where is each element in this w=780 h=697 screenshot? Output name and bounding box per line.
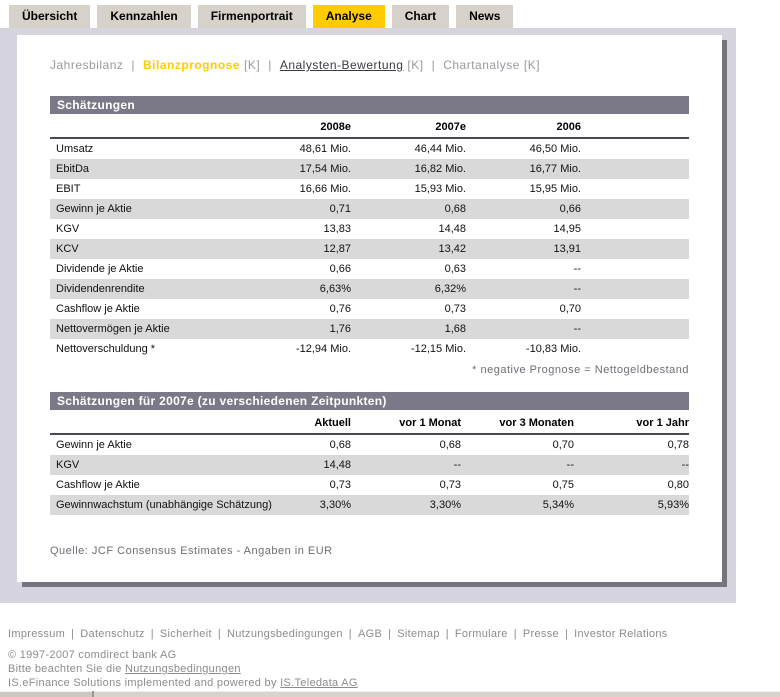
table2-body [50,435,689,515]
row-trailing-spacer [581,279,689,299]
row-trailing-spacer [581,339,689,359]
row-value: 16,66 Mio. [299,183,351,195]
row-value: 0,66 [329,263,351,275]
subnav-item-suffix: [K] [244,58,261,72]
table-row-dividende-je-aktie [50,259,689,279]
table1-header-row [50,114,689,139]
column-header-vor-1-monat: vor 1 Monat [399,417,461,429]
row-trailing-spacer [581,139,689,159]
footer-link-sicherheit[interactable]: Sicherheit [159,628,212,640]
row-label: Umsatz [56,143,94,155]
table-row-umsatz [50,139,689,159]
row-label: KCV [56,243,79,255]
row-trailing-spacer [581,219,689,239]
row-value: 15,95 Mio. [529,183,581,195]
row-value: 0,80 [667,479,689,491]
row-value: 6,63% [319,283,351,295]
footer-link-impressum[interactable]: Impressum [8,628,66,640]
notice-text: Bitte beachten Sie die [8,663,125,675]
row-value: 1,68 [444,323,466,335]
tab-analyse[interactable]: Analyse [313,5,385,28]
footer-link-nutzungsbedingungen[interactable]: Nutzungsbedingungen [227,628,343,640]
footer-link-separator: | [348,628,352,640]
subnav-item-suffix: [K] [523,58,541,72]
main-tabbar [9,5,513,28]
column-header-spacer [50,429,291,433]
row-value: 13,83 [323,223,351,235]
powered-text: IS.eFinance Solutions implemented and powered by [8,677,281,689]
row-value: -12,15 Mio. [410,343,466,355]
row-label: Nettoverschuldung * [56,343,156,355]
table-row-cashflow-je-aktie [50,299,689,319]
row-trailing-spacer [581,259,689,279]
notice-line [8,663,772,675]
column-header-2006: 2006 [556,121,581,133]
row-value: -- [573,283,581,295]
row-value: 0,68 [329,439,351,451]
footer-link-separator: | [150,628,154,640]
table1-title-bar [50,96,689,114]
bottom-bar [0,691,780,697]
row-trailing-spacer [581,319,689,339]
row-trailing-spacer [581,299,689,319]
copyright-text: © 1997-2007 comdirect bank AG [8,649,177,661]
subnav-item-label: Bilanzprognose [143,58,241,72]
subnav-item-label: Jahresbilanz [50,58,124,72]
row-value: -- [573,263,581,275]
table-row-gewinnwachstum-unabh-ngige-sch-tzung [50,495,689,515]
powered-line [8,677,772,689]
column-header-2007e: 2007e [435,121,466,133]
table2-header-row [50,410,689,435]
footer-link-datenschutz[interactable]: Datenschutz [80,628,145,640]
row-trailing-spacer [581,239,689,259]
column-header-spacer [50,133,291,137]
row-value: 0,70 [559,303,581,315]
row-value: 0,76 [329,303,351,315]
footer-link-agb[interactable]: AGB [357,628,383,640]
row-value: -- [566,459,574,471]
subnav-item-chartanalyse[interactable] [443,58,540,72]
row-value: 0,70 [552,439,574,451]
row-value: 0,73 [444,303,466,315]
column-header-aktuell: Aktuell [314,417,351,429]
table-row-kgv [50,455,689,475]
row-value: 12,87 [323,243,351,255]
row-value: 17,54 Mio. [299,163,351,175]
teledata-link[interactable]: IS.Teledata AG [280,677,358,689]
footer-links [8,628,772,640]
analysis-subnav [50,58,689,72]
subnav-item-bilanzprognose[interactable] [143,58,260,72]
row-value: 0,68 [439,439,461,451]
table-row-nettoverschuldung [50,339,689,359]
table1-title: Schätzungen [57,98,135,112]
footer-link-investor-relations[interactable]: Investor Relations [574,628,668,640]
subnav-separator: | [431,58,436,72]
row-label: Cashflow je Aktie [56,479,140,491]
row-value: -- [453,459,461,471]
footer-link-formulare[interactable]: Formulare [454,628,508,640]
row-label: Dividende je Aktie [56,263,144,275]
row-value: 14,95 [553,223,581,235]
footer-link-separator: | [388,628,392,640]
row-value: 0,73 [329,479,351,491]
row-value: 48,61 Mio. [299,143,351,155]
table2-title: Schätzungen für 2007e (zu verschiedenen Zeitpunkten) [57,394,387,408]
footer-link-sitemap[interactable]: Sitemap [397,628,440,640]
row-label: Dividendenrendite [56,283,145,295]
row-value: 1,76 [329,323,351,335]
column-header-2008e: 2008e [320,121,351,133]
table-row-kcv [50,239,689,259]
table-row-ebit [50,179,689,199]
row-label: Gewinn je Aktie [56,439,132,451]
column-header-vor-1-jahr: vor 1 Jahr [636,417,689,429]
tab-bersicht[interactable]: Übersicht [9,5,90,28]
row-value: 16,82 Mio. [414,163,466,175]
table-row-gewinn-je-aktie [50,199,689,219]
row-label: KGV [56,459,80,471]
table1-footnote: * negative Prognose = Nettogeldbestand [472,364,689,376]
row-value: 0,78 [667,439,689,451]
subnav-separator: | [268,58,272,72]
table-row-dividendenrendite [50,279,689,299]
row-value: 0,71 [329,203,351,215]
column-header-trailing-spacer [581,133,689,137]
table-row-kgv [50,219,689,239]
row-value: 0,66 [559,203,581,215]
tab-chart[interactable]: Chart [392,5,449,28]
row-value: 3,30% [319,499,351,511]
row-label: Gewinn je Aktie [56,203,132,215]
row-value: -10,83 Mio. [525,343,581,355]
terms-link[interactable]: Nutzungsbedingungen [124,663,241,675]
table-row-nettoverm-gen-je-aktie [50,319,689,339]
table-row-gewinn-je-aktie [50,435,689,455]
row-value: 0,63 [444,263,466,275]
row-value: 15,93 Mio. [414,183,466,195]
footer-link-presse[interactable]: Presse [522,628,559,640]
footer-link-separator: | [513,628,517,640]
row-value: -- [573,323,581,335]
table1-body [50,139,689,359]
tab-firmenportrait[interactable]: Firmenportrait [198,5,306,28]
row-value: 0,75 [552,479,574,491]
footer-link-separator: | [71,628,75,640]
tab-news[interactable]: News [456,5,513,28]
table-row-ebitda [50,159,689,179]
row-label: Cashflow je Aktie [56,303,140,315]
tab-kennzahlen[interactable]: Kennzahlen [97,5,190,28]
subnav-item-jahresbilanz[interactable] [50,58,123,72]
row-trailing-spacer [581,179,689,199]
row-value: 46,50 Mio. [529,143,581,155]
column-header-vor-3-monaten: vor 3 Monaten [499,417,574,429]
row-value: -- [681,459,689,471]
subnav-item-suffix: [K] [407,58,424,72]
content-card [17,35,722,582]
row-label: Nettovermögen je Aktie [56,323,170,335]
row-value: 16,77 Mio. [529,163,581,175]
row-value: 3,30% [429,499,461,511]
table2-title-bar [50,392,689,410]
row-trailing-spacer [581,199,689,219]
subnav-item-analysten-bewertung[interactable] [280,58,424,72]
footer-link-separator: | [564,628,569,640]
row-label: EBIT [56,183,81,195]
row-value: 14,48 [323,459,351,471]
subnav-separator: | [131,58,135,72]
row-value: 6,32% [434,283,466,295]
subnav-item-label: Analysten-Bewertung [279,58,404,72]
row-value: 46,44 Mio. [414,143,466,155]
row-value: 0,68 [444,203,466,215]
row-value: 5,93% [657,499,689,511]
row-trailing-spacer [581,159,689,179]
source-note: Quelle: JCF Consensus Estimates - Angaben in EUR [50,545,333,557]
bottom-bar-left-segment [0,691,92,697]
footer-link-separator: | [445,628,449,640]
row-value: 0,73 [439,479,461,491]
table-row-cashflow-je-aktie [50,475,689,495]
row-value: 13,91 [553,243,581,255]
row-value: 5,34% [542,499,574,511]
row-label: Gewinnwachstum (unabhängige Schätzung) [56,499,272,511]
subnav-item-label: Chartanalyse [443,58,520,72]
row-label: KGV [56,223,80,235]
footer-link-separator: | [217,628,221,640]
page-footer [8,628,772,689]
row-label: EbitDa [56,163,90,175]
bottom-bar-right-segment [94,691,780,697]
row-value: 14,48 [438,223,466,235]
row-value: -12,94 Mio. [295,343,351,355]
row-value: 13,42 [438,243,466,255]
